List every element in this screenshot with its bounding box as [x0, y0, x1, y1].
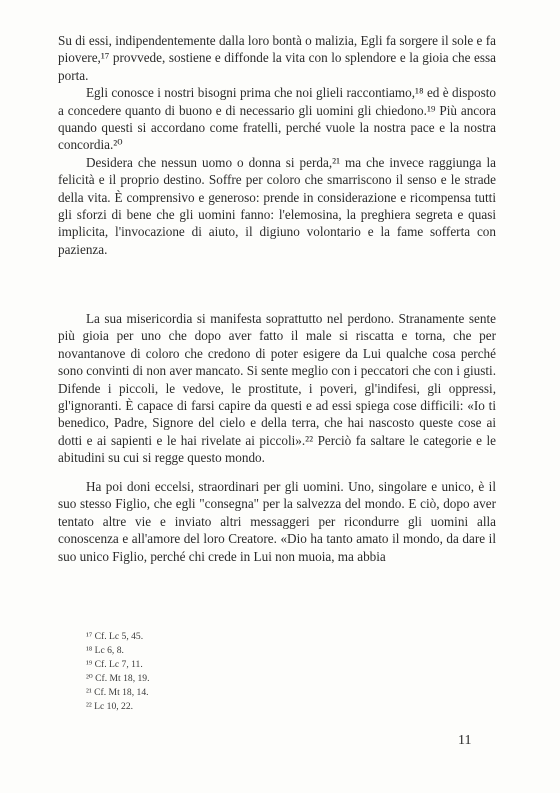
footnote: ²⁰ Cf. Mt 18, 19.	[86, 673, 150, 684]
footnotes	[86, 630, 150, 714]
footnote: ²² Lc 10, 22.	[86, 701, 134, 712]
footnote: ¹⁹ Cf. Lc 7, 11.	[86, 659, 143, 670]
text-section-3	[58, 478, 496, 565]
paragraph: Egli conosce i nostri bisogni prima che noi glieli raccontiamo,¹⁸ ed è disposto a concedere quanto di buono e di necessario gli uomini gli chiedono.¹⁹ Più ancora quando questi si accordano come fratelli, perché vuole la nostra pace e la nostra concordia.²⁰	[58, 85, 496, 153]
footnote: ¹⁸ Lc 6, 8.	[86, 645, 124, 656]
text-section-2	[58, 310, 496, 467]
paragraph: La sua misericordia si manifesta soprattutto nel perdono. Stranamente sente più gioia per uno che dopo aver fatto il male si riscatta e torna, che per novantanove di coloro che credono di poter esigere da Lui qualche cosa perché sono convinti di non aver mancato. Si sente meglio con i peccatori che con i giusti. Difende i piccoli, le vedove, le prostitute, i poveri, gl'indifesi, gli oppressi, gl'ignoranti. È capace di farsi capire da questi e ad essi spiega cose difficili: «Io ti benedico, Padre, Signore del cielo e della terra, che hai nascosto queste cose ai dotti e ai sapienti e le hai rivelate ai piccoli».²² Perciò fa saltare le categorie e le abitudini su cui si regge questo mondo.	[58, 311, 496, 466]
paragraph: Desidera che nessun uomo o donna si perda,²¹ ma che invece raggiunga la felicità e il proprio destino. Soffre per coloro che smarriscono il senso e le strade della vita. È comprensivo e generoso: prende in considerazione e ricompensa tutti gli sforzi di bene che gli uomini fanno: l'elemosina, la preghiera segreta e quasi implicita, l'invocazione di aiuto, il digiuno volontario e la fame sofferta con pazienza.	[58, 154, 496, 257]
paragraph: Su di essi, indipendentemente dalla loro bontà o malizia, Egli fa sorgere il sole e fa piovere,¹⁷ provvede, sostiene e diffonde la vita con lo splendore e la gioia che essa porta.	[58, 33, 496, 83]
footnote: ²¹ Cf. Mt 18, 14.	[86, 687, 149, 698]
page-number: 11	[458, 733, 472, 748]
footnote: ¹⁷ Cf. Lc 5, 45.	[86, 631, 144, 642]
text-section-1	[58, 32, 496, 258]
paragraph: Ha poi doni eccelsi, straordinari per gli uomini. Uno, singolare e unico, è il suo stesso Figlio, che egli "consegna" per la salvezza del mondo. E ciò, dopo aver tentato altre vie e inviato altri messaggeri per ricondurre gli uomini alla conoscenza e all'amore del loro Creatore. «Dio ha tanto amato il mondo, da dare il suo unico Figlio, perché chi crede in Lui non muoia, ma abbia	[58, 479, 496, 564]
